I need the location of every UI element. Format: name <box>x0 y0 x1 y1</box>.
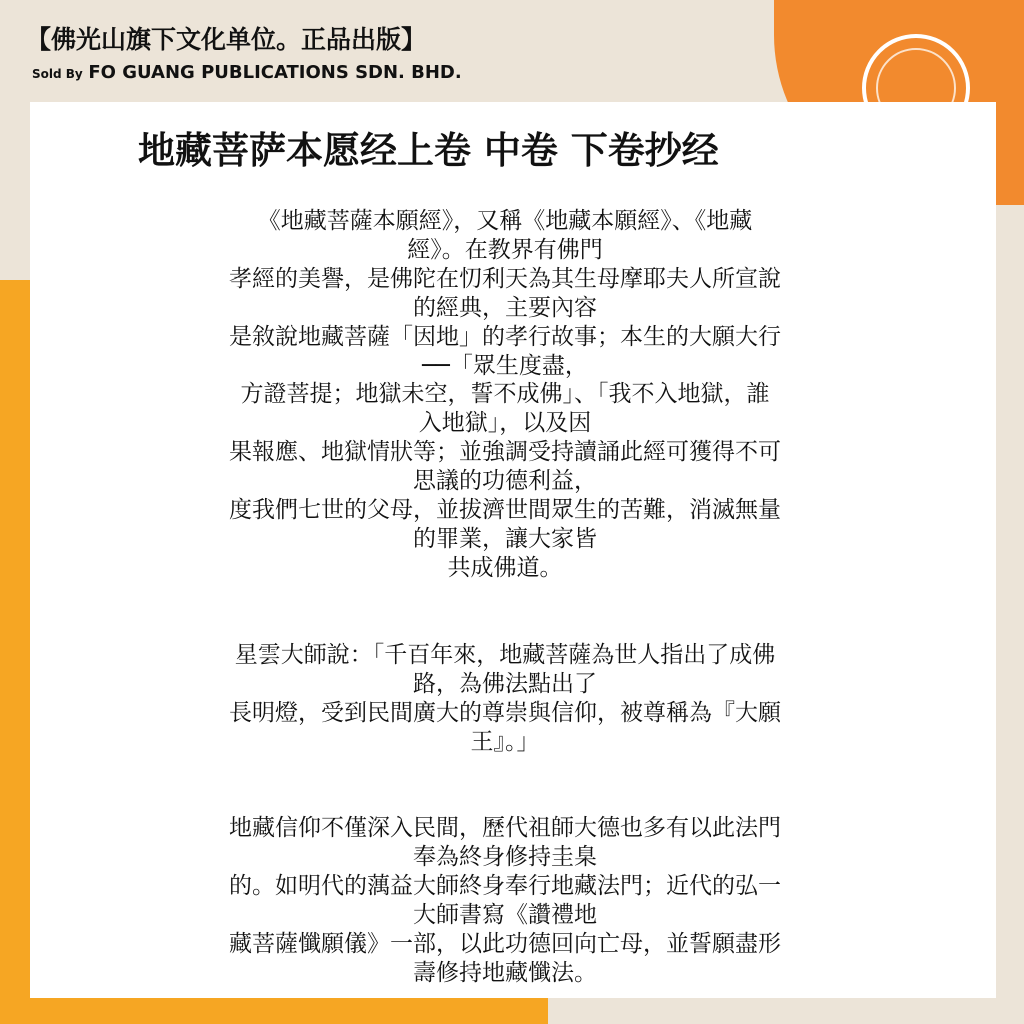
description-line: 孝經的美譽，是佛陀在忉利天為其生母摩耶夫人所宣說 <box>229 265 781 292</box>
description-line: 的。如明代的蕅益大師終身奉行地藏法門；近代的弘一 <box>229 873 781 900</box>
description-line: 星雲大師說：「千百年來，地藏菩薩為世人指出了成佛 <box>234 641 776 668</box>
description-line: 方證菩提；地獄未空，誓不成佛」、「我不入地獄，誰 <box>240 381 770 408</box>
description-line: 的罪業，讓大家皆 <box>413 525 597 552</box>
product-title: 地藏菩萨本愿经上卷 中卷 下卷抄经 <box>138 129 719 172</box>
description-line: 路，為佛法點出了 <box>413 670 597 697</box>
description-line: 入地獄」，以及因 <box>418 410 592 437</box>
description-line: 的經典，主要內容 <box>413 294 597 321</box>
description-line: 大師書寫《讚禮地 <box>413 902 597 929</box>
description-line: 《地藏菩薩本願經》，又稱《地藏本願經》、《地藏 <box>257 208 753 234</box>
description-line: 思議的功德利益， <box>413 468 597 495</box>
description-line: 王』。」 <box>470 728 540 755</box>
sold-by-label: Sold By <box>32 67 83 81</box>
header-title: 【佛光山旗下文化单位。正品出版】 <box>26 25 427 54</box>
bottom-accent-bar <box>0 998 548 1024</box>
description-line: 經》。在教界有佛門 <box>407 236 603 263</box>
description-line: 長明燈，受到民間廣大的尊崇與信仰，被尊稱為『大願 <box>229 699 781 726</box>
description-line: 藏菩薩懺願儀》一部，以此功德回向亡母，並誓願盡形 <box>229 931 781 958</box>
description-line: 壽修持地藏懺法。 <box>413 959 597 986</box>
description-line: ──「眾生度盡， <box>422 352 588 379</box>
description-line: 奉為終身修持圭臬 <box>413 844 597 871</box>
paragraph-gap <box>180 583 830 641</box>
description-line: 度我們七世的父母，並拔濟世間眾生的苦難，消滅無量 <box>229 497 781 524</box>
description-line: 共成佛道。 <box>447 554 563 581</box>
description-line: 果報應、地獄情狀等；並強調受持讀誦此經可獲得不可 <box>229 439 781 466</box>
company-name: FO GUANG PUBLICATIONS SDN. BHD. <box>88 62 462 83</box>
description-line: 地藏信仰不僅深入民間，歷代祖師大德也多有以此法門 <box>229 815 781 842</box>
left-accent-bar <box>0 280 30 1024</box>
seller-line <box>32 62 462 83</box>
product-description <box>180 207 830 988</box>
description-line: 是敘說地藏菩薩「因地」的孝行故事；本生的大願大行 <box>229 323 781 350</box>
paragraph-gap <box>180 756 830 814</box>
content-panel <box>30 102 996 998</box>
